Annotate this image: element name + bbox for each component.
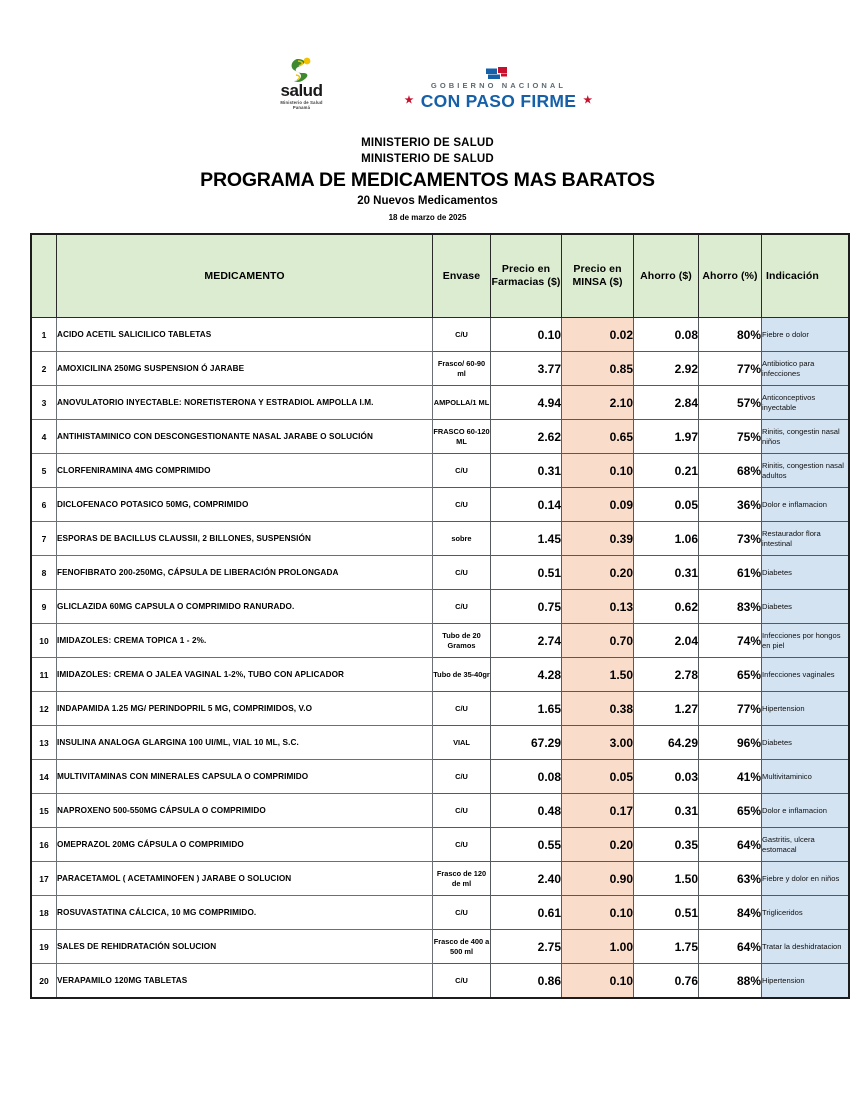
cell-indicacion: Diabetes xyxy=(762,590,850,624)
cell-precio-minsa: 0.90 xyxy=(562,862,634,896)
salud-wordmark: salud xyxy=(280,80,323,100)
column-header-precio-minsa: Precio en MINSA ($) xyxy=(562,234,634,318)
gobierno-top-line: GOBIERNO NACIONAL xyxy=(430,81,567,90)
cell-precio-minsa: 0.13 xyxy=(562,590,634,624)
cell-ahorro: 0.31 xyxy=(634,556,699,590)
cell-precio-minsa: 3.00 xyxy=(562,726,634,760)
row-number: 7 xyxy=(31,522,57,556)
cell-medicamento: GLICLAZIDA 60MG CAPSULA O COMPRIMIDO RANURADO. xyxy=(57,590,433,624)
cell-ahorro: 2.92 xyxy=(634,352,699,386)
cell-indicacion: Rinitis, congestion nasal adultos xyxy=(762,454,850,488)
cell-envase: VIAL xyxy=(433,726,491,760)
cell-ahorro-pct: 65% xyxy=(699,658,762,692)
cell-indicacion: Trigliceridos xyxy=(762,896,850,930)
cell-precio-farmacias: 0.61 xyxy=(491,896,562,930)
cell-envase: C/U xyxy=(433,692,491,726)
cell-medicamento: OMEPRAZOL 20MG CÁPSULA O COMPRIMIDO xyxy=(57,828,433,862)
cell-indicacion: Diabetes xyxy=(762,726,850,760)
page-title: PROGRAMA DE MEDICAMENTOS MAS BARATOS xyxy=(200,169,655,191)
table-row xyxy=(31,658,849,692)
cell-medicamento: ACIDO ACETIL SALICILICO TABLETAS xyxy=(57,318,433,352)
cell-ahorro-pct: 68% xyxy=(699,454,762,488)
row-number: 2 xyxy=(31,352,57,386)
cell-ahorro-pct: 64% xyxy=(699,930,762,964)
cell-medicamento: DICLOFENACO POTASICO 50MG, COMPRIMIDO xyxy=(57,488,433,522)
cell-precio-minsa: 0.65 xyxy=(562,420,634,454)
table-row xyxy=(31,896,849,930)
cell-ahorro-pct: 57% xyxy=(699,386,762,420)
table-row xyxy=(31,726,849,760)
page-subtitle: 20 Nuevos Medicamentos xyxy=(357,195,498,207)
cell-medicamento: INDAPAMIDA 1.25 MG/ PERINDOPRIL 5 MG, COMPRIMIDOS, V.O xyxy=(57,692,433,726)
cell-indicacion: Hipertension xyxy=(762,692,850,726)
cell-precio-minsa: 0.02 xyxy=(562,318,634,352)
table-row xyxy=(31,352,849,386)
cell-medicamento: PARACETAMOL ( ACETAMINOFEN ) JARABE O SOLUCION xyxy=(57,862,433,896)
row-number: 11 xyxy=(31,658,57,692)
cell-ahorro-pct: 75% xyxy=(699,420,762,454)
cell-ahorro: 0.62 xyxy=(634,590,699,624)
cell-ahorro-pct: 65% xyxy=(699,794,762,828)
star-right-icon: ★ xyxy=(583,95,593,107)
medicines-table xyxy=(30,233,850,999)
cell-precio-farmacias: 2.74 xyxy=(491,624,562,658)
cell-precio-farmacias: 0.51 xyxy=(491,556,562,590)
cell-precio-minsa: 2.10 xyxy=(562,386,634,420)
cell-precio-minsa: 0.85 xyxy=(562,352,634,386)
row-number: 4 xyxy=(31,420,57,454)
row-number: 8 xyxy=(31,556,57,590)
cell-ahorro: 2.04 xyxy=(634,624,699,658)
cell-medicamento: CLORFENIRAMINA 4MG COMPRIMIDO xyxy=(57,454,433,488)
row-number: 3 xyxy=(31,386,57,420)
cell-envase: C/U xyxy=(433,488,491,522)
column-header-number xyxy=(31,234,57,318)
gobierno-slogan xyxy=(404,90,593,111)
table-row xyxy=(31,930,849,964)
cell-indicacion: Multivitaminico xyxy=(762,760,850,794)
row-number: 10 xyxy=(31,624,57,658)
row-number: 19 xyxy=(31,930,57,964)
table-row xyxy=(31,862,849,896)
medicines-table-wrapper xyxy=(30,233,844,999)
row-number: 6 xyxy=(31,488,57,522)
row-number: 16 xyxy=(31,828,57,862)
cell-ahorro: 2.78 xyxy=(634,658,699,692)
cell-envase: C/U xyxy=(433,556,491,590)
cell-indicacion: Antibiotico para infecciones xyxy=(762,352,850,386)
cell-precio-minsa: 0.09 xyxy=(562,488,634,522)
cell-precio-minsa: 1.00 xyxy=(562,930,634,964)
cell-precio-minsa: 0.17 xyxy=(562,794,634,828)
cell-indicacion: Hipertension xyxy=(762,964,850,999)
cell-precio-farmacias: 1.65 xyxy=(491,692,562,726)
cell-medicamento: IMIDAZOLES: CREMA O JALEA VAGINAL 1-2%, TUBO CON APLICADOR xyxy=(57,658,433,692)
star-left-icon: ★ xyxy=(404,95,414,107)
cell-ahorro: 0.31 xyxy=(634,794,699,828)
cell-precio-minsa: 0.38 xyxy=(562,692,634,726)
cell-ahorro-pct: 77% xyxy=(699,352,762,386)
table-row xyxy=(31,692,849,726)
cell-indicacion: Infecciones vaginales xyxy=(762,658,850,692)
document-header xyxy=(0,135,855,224)
gobierno-nacional-logo xyxy=(404,67,594,110)
cell-medicamento: SALES DE REHIDRATACIÓN SOLUCION xyxy=(57,930,433,964)
cell-envase: Frasco/ 60-90 ml xyxy=(433,352,491,386)
cell-precio-minsa: 0.05 xyxy=(562,760,634,794)
cell-envase: Tubo de 20 Gramos xyxy=(433,624,491,658)
cell-ahorro-pct: 77% xyxy=(699,692,762,726)
cell-ahorro: 1.50 xyxy=(634,862,699,896)
cell-medicamento: ANOVULATORIO INYECTABLE: NORETISTERONA Y ESTRADIOL AMPOLLA I.M. xyxy=(57,386,433,420)
cell-precio-farmacias: 4.94 xyxy=(491,386,562,420)
row-number: 15 xyxy=(31,794,57,828)
cell-precio-farmacias: 0.86 xyxy=(491,964,562,999)
table-row xyxy=(31,590,849,624)
cell-indicacion: Dolor e inflamacion xyxy=(762,488,850,522)
column-header-medicamento: MEDICAMENTO xyxy=(57,234,433,318)
ministry-line-1: MINISTERIO DE SALUD xyxy=(361,137,494,149)
row-number: 18 xyxy=(31,896,57,930)
cell-indicacion: Restaurador flora intestinal xyxy=(762,522,850,556)
row-number: 20 xyxy=(31,964,57,999)
cell-precio-farmacias: 0.10 xyxy=(491,318,562,352)
cell-ahorro: 0.76 xyxy=(634,964,699,999)
cell-ahorro-pct: 96% xyxy=(699,726,762,760)
cell-ahorro: 1.27 xyxy=(634,692,699,726)
ministry-line-2: MINISTERIO DE SALUD xyxy=(361,153,494,165)
cell-envase: C/U xyxy=(433,828,491,862)
cell-precio-farmacias: 0.48 xyxy=(491,794,562,828)
cell-medicamento: AMOXICILINA 250MG SUSPENSION Ó JARABE xyxy=(57,352,433,386)
row-number: 14 xyxy=(31,760,57,794)
cell-ahorro-pct: 83% xyxy=(699,590,762,624)
logo-bar xyxy=(0,0,855,110)
caduceus-icon xyxy=(285,57,319,83)
cell-indicacion: Fiebre o dolor xyxy=(762,318,850,352)
cell-ahorro: 2.84 xyxy=(634,386,699,420)
cell-precio-minsa: 0.10 xyxy=(562,964,634,999)
cell-envase: C/U xyxy=(433,760,491,794)
table-header-row xyxy=(31,234,849,318)
row-number: 12 xyxy=(31,692,57,726)
column-header-ahorro-pct: Ahorro (%) xyxy=(699,234,762,318)
cell-ahorro: 64.29 xyxy=(634,726,699,760)
cell-precio-farmacias: 4.28 xyxy=(491,658,562,692)
cell-indicacion: Diabetes xyxy=(762,556,850,590)
column-header-indicacion: Indicación xyxy=(762,234,850,318)
cell-ahorro-pct: 73% xyxy=(699,522,762,556)
minsa-logo xyxy=(262,57,342,111)
cell-ahorro-pct: 84% xyxy=(699,896,762,930)
table-body xyxy=(31,318,849,999)
cell-envase: C/U xyxy=(433,454,491,488)
table-row xyxy=(31,386,849,420)
column-header-ahorro: Ahorro ($) xyxy=(634,234,699,318)
cell-precio-farmacias: 1.45 xyxy=(491,522,562,556)
cell-envase: Tubo de 35-40gr xyxy=(433,658,491,692)
cell-indicacion: Fiebre y dolor en niños xyxy=(762,862,850,896)
cell-ahorro: 0.35 xyxy=(634,828,699,862)
cell-ahorro-pct: 80% xyxy=(699,318,762,352)
cell-medicamento: FENOFIBRATO 200-250MG, CÁPSULA DE LIBERACIÓN PROLONGADA xyxy=(57,556,433,590)
cell-indicacion: Tratar la deshidratacion xyxy=(762,930,850,964)
cell-envase: sobre xyxy=(433,522,491,556)
cell-envase: Frasco de 120 de ml xyxy=(433,862,491,896)
cell-precio-farmacias: 2.75 xyxy=(491,930,562,964)
table-row xyxy=(31,794,849,828)
row-number: 17 xyxy=(31,862,57,896)
row-number: 13 xyxy=(31,726,57,760)
table-row xyxy=(31,454,849,488)
row-number: 9 xyxy=(31,590,57,624)
cell-ahorro-pct: 36% xyxy=(699,488,762,522)
cell-precio-farmacias: 0.55 xyxy=(491,828,562,862)
cell-ahorro-pct: 88% xyxy=(699,964,762,999)
cell-envase: FRASCO 60-120 ML xyxy=(433,420,491,454)
cell-precio-farmacias: 2.40 xyxy=(491,862,562,896)
cell-indicacion: Dolor e inflamacion xyxy=(762,794,850,828)
cell-medicamento: IMIDAZOLES: CREMA TOPICA 1 - 2%. xyxy=(57,624,433,658)
row-number: 1 xyxy=(31,318,57,352)
cell-ahorro: 0.05 xyxy=(634,488,699,522)
cell-precio-farmacias: 67.29 xyxy=(491,726,562,760)
salud-subtitle: Ministerio de Salud Panamá xyxy=(280,99,323,110)
cell-ahorro-pct: 41% xyxy=(699,760,762,794)
cell-ahorro-pct: 74% xyxy=(699,624,762,658)
cell-indicacion: Anticonceptivos inyectable xyxy=(762,386,850,420)
cell-precio-minsa: 0.10 xyxy=(562,454,634,488)
cell-medicamento: INSULINA ANALOGA GLARGINA 100 UI/ML, VIAL 10 ML, S.C. xyxy=(57,726,433,760)
table-row xyxy=(31,556,849,590)
cell-medicamento: NAPROXENO 500-550MG CÁPSULA O COMPRIMIDO xyxy=(57,794,433,828)
cell-ahorro: 1.97 xyxy=(634,420,699,454)
table-row xyxy=(31,420,849,454)
table-row xyxy=(31,488,849,522)
table-header xyxy=(31,234,849,318)
table-row xyxy=(31,828,849,862)
cell-envase: C/U xyxy=(433,318,491,352)
row-number: 5 xyxy=(31,454,57,488)
gobierno-slogan-text: CON PASO FIRME xyxy=(420,90,577,111)
cell-ahorro: 0.08 xyxy=(634,318,699,352)
table-row xyxy=(31,760,849,794)
cell-precio-farmacias: 0.31 xyxy=(491,454,562,488)
table-row xyxy=(31,318,849,352)
cell-precio-farmacias: 0.75 xyxy=(491,590,562,624)
cell-precio-farmacias: 3.77 xyxy=(491,352,562,386)
cell-ahorro: 0.03 xyxy=(634,760,699,794)
cell-medicamento: ANTIHISTAMINICO CON DESCONGESTIONANTE NASAL JARABE O SOLUCIÓN xyxy=(57,420,433,454)
cell-indicacion: Rinitis, congestin nasal niños xyxy=(762,420,850,454)
cell-ahorro: 0.21 xyxy=(634,454,699,488)
cell-precio-farmacias: 0.14 xyxy=(491,488,562,522)
cell-precio-farmacias: 0.08 xyxy=(491,760,562,794)
table-row xyxy=(31,624,849,658)
cell-medicamento: ROSUVASTATINA CÁLCICA, 10 MG COMPRIMIDO. xyxy=(57,896,433,930)
table-row xyxy=(31,964,849,999)
cell-ahorro-pct: 61% xyxy=(699,556,762,590)
cell-ahorro-pct: 64% xyxy=(699,828,762,862)
panama-flag-icon xyxy=(486,67,512,80)
cell-precio-farmacias: 2.62 xyxy=(491,420,562,454)
cell-precio-minsa: 0.20 xyxy=(562,828,634,862)
cell-precio-minsa: 0.39 xyxy=(562,522,634,556)
document-date: 18 de marzo de 2025 xyxy=(388,213,467,222)
cell-ahorro-pct: 63% xyxy=(699,862,762,896)
cell-envase: Frasco de 400 a 500 ml xyxy=(433,930,491,964)
cell-ahorro: 1.06 xyxy=(634,522,699,556)
cell-medicamento: ESPORAS DE BACILLUS CLAUSSII, 2 BILLONES, SUSPENSIÓN xyxy=(57,522,433,556)
table-row xyxy=(31,522,849,556)
cell-precio-minsa: 1.50 xyxy=(562,658,634,692)
cell-envase: C/U xyxy=(433,590,491,624)
column-header-envase: Envase xyxy=(433,234,491,318)
cell-medicamento: MULTIVITAMINAS CON MINERALES CAPSULA O COMPRIMIDO xyxy=(57,760,433,794)
cell-precio-minsa: 0.20 xyxy=(562,556,634,590)
cell-indicacion: Infecciones por hongos en piel xyxy=(762,624,850,658)
cell-ahorro: 0.51 xyxy=(634,896,699,930)
cell-ahorro: 1.75 xyxy=(634,930,699,964)
cell-precio-minsa: 0.10 xyxy=(562,896,634,930)
cell-precio-minsa: 0.70 xyxy=(562,624,634,658)
cell-envase: C/U xyxy=(433,896,491,930)
cell-indicacion: Gastritis, ulcera estomacal xyxy=(762,828,850,862)
cell-envase: AMPOLLA/1 ML xyxy=(433,386,491,420)
cell-envase: C/U xyxy=(433,964,491,999)
cell-envase: C/U xyxy=(433,794,491,828)
column-header-precio-farmacias: Precio en Farmacias ($) xyxy=(491,234,562,318)
cell-medicamento: VERAPAMILO 120MG TABLETAS xyxy=(57,964,433,999)
